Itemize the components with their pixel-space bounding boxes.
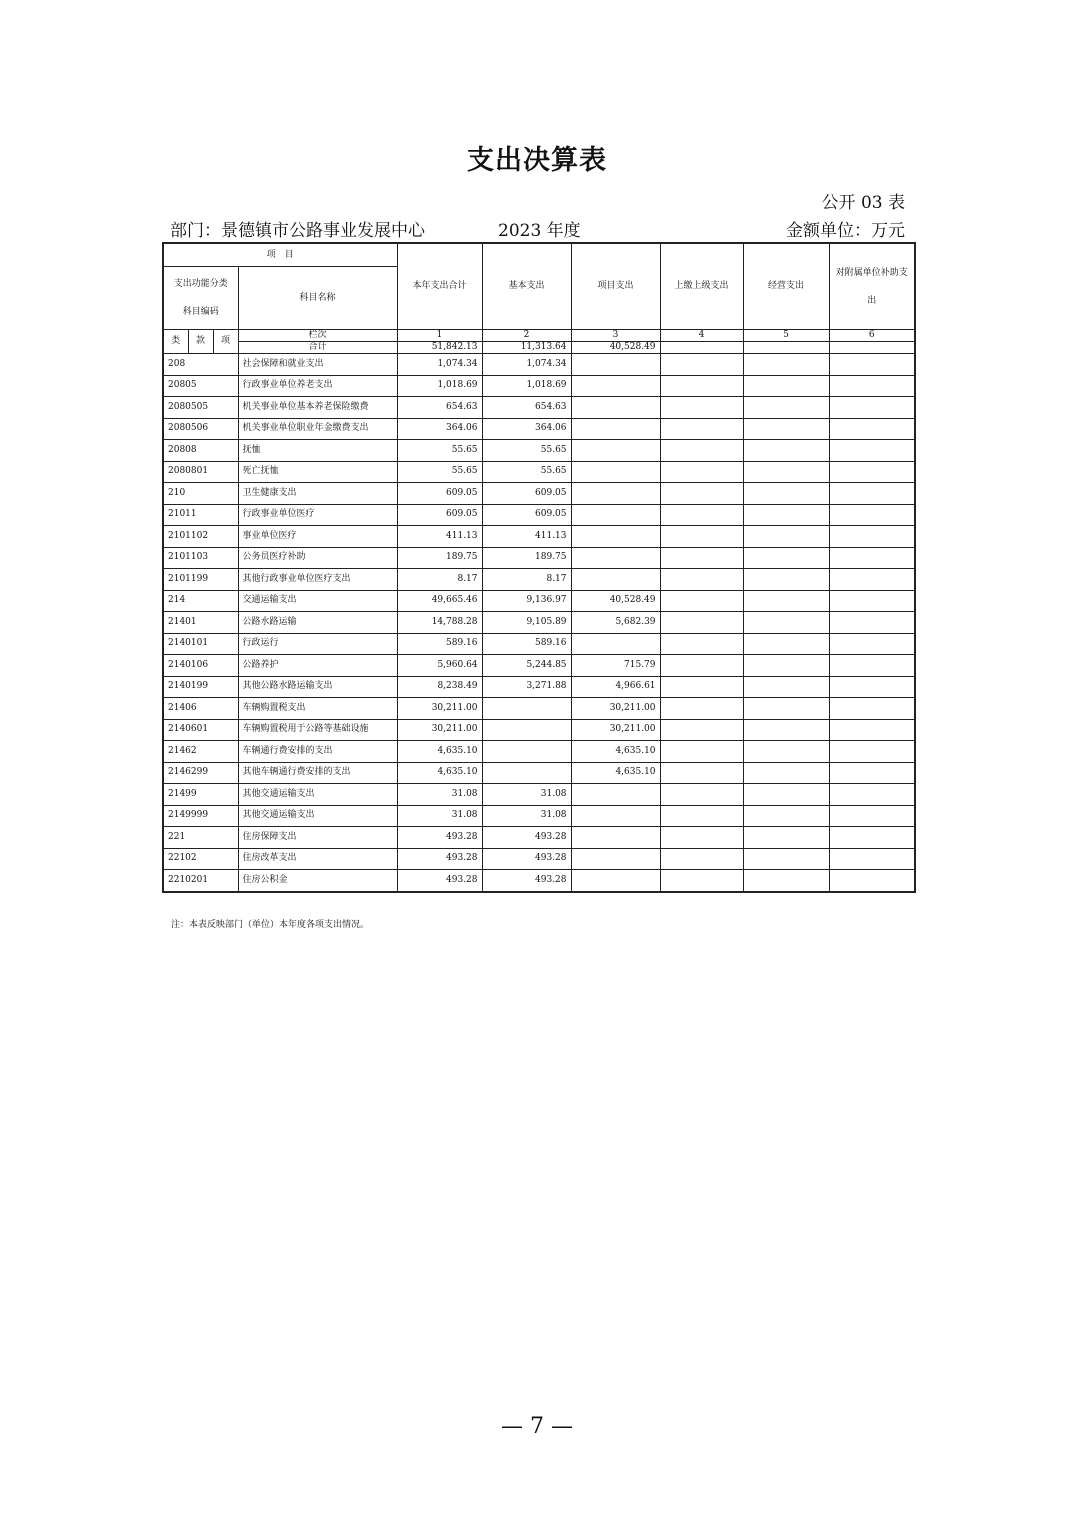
table-row — [163, 741, 915, 763]
table-row — [163, 440, 915, 462]
row-value-col-1: 364.06 — [397, 418, 482, 440]
row-value-col-6 — [829, 526, 915, 548]
row-value-col-3 — [571, 784, 660, 806]
row-code: 21499 — [163, 784, 238, 806]
row-value-col-5 — [743, 590, 829, 612]
row-value-col-6 — [829, 805, 915, 827]
row-code: 2140106 — [163, 655, 238, 677]
row-name: 住房保障支出 — [238, 827, 397, 849]
table-row — [163, 397, 915, 419]
form-number: 公开 03 表 — [821, 193, 905, 213]
row-value-col-4 — [660, 719, 743, 741]
row-code: 2149999 — [163, 805, 238, 827]
row-value-col-4 — [660, 870, 743, 892]
row-value-col-2: 8.17 — [482, 569, 571, 591]
row-code: 21011 — [163, 504, 238, 526]
row-value-col-1: 1,074.34 — [397, 354, 482, 376]
header-lanci: 栏次 — [238, 330, 397, 342]
row-value-col-4 — [660, 784, 743, 806]
row-value-col-2: 589.16 — [482, 633, 571, 655]
row-name: 抚恤 — [238, 440, 397, 462]
row-value-col-3 — [571, 397, 660, 419]
row-value-col-3 — [571, 483, 660, 505]
row-name: 其他车辆通行费安排的支出 — [238, 762, 397, 784]
table-row — [163, 676, 915, 698]
row-value-col-5 — [743, 655, 829, 677]
row-value-col-5 — [743, 418, 829, 440]
row-value-col-6 — [829, 741, 915, 763]
row-name: 其他交通运输支出 — [238, 805, 397, 827]
row-value-col-2: 493.28 — [482, 848, 571, 870]
row-value-col-5 — [743, 461, 829, 483]
row-value-col-5 — [743, 547, 829, 569]
header-code-group: 支出功能分类 科目编码 — [163, 267, 238, 330]
row-value-col-5 — [743, 375, 829, 397]
row-value-col-1: 30,211.00 — [397, 719, 482, 741]
row-value-col-4 — [660, 504, 743, 526]
row-code: 22102 — [163, 848, 238, 870]
row-code: 2101102 — [163, 526, 238, 548]
row-value-col-1: 4,635.10 — [397, 741, 482, 763]
header-col-2: 基本支出 — [482, 243, 571, 330]
row-name: 住房改革支出 — [238, 848, 397, 870]
row-value-col-2: 609.05 — [482, 504, 571, 526]
row-value-col-3 — [571, 504, 660, 526]
header-col-1: 本年支出合计 — [397, 243, 482, 330]
row-value-col-3: 30,211.00 — [571, 698, 660, 720]
row-value-col-5 — [743, 741, 829, 763]
row-value-col-1: 609.05 — [397, 504, 482, 526]
row-value-col-3: 4,966.61 — [571, 676, 660, 698]
row-value-col-1: 1,018.69 — [397, 375, 482, 397]
row-value-col-1: 55.65 — [397, 461, 482, 483]
row-value-col-1: 493.28 — [397, 848, 482, 870]
row-code: 21401 — [163, 612, 238, 634]
row-value-col-3 — [571, 354, 660, 376]
row-name: 行政事业单位养老支出 — [238, 375, 397, 397]
row-code: 2080801 — [163, 461, 238, 483]
header-col-6: 对附属单位补助支出 — [829, 243, 915, 330]
row-value-col-1: 493.28 — [397, 870, 482, 892]
row-value-col-6 — [829, 397, 915, 419]
row-value-col-6 — [829, 483, 915, 505]
row-code: 21462 — [163, 741, 238, 763]
total-cell: 11,313.64 — [482, 342, 571, 354]
row-code: 2140199 — [163, 676, 238, 698]
total-cell — [743, 342, 829, 354]
table-row — [163, 633, 915, 655]
row-value-col-6 — [829, 354, 915, 376]
row-value-col-5 — [743, 440, 829, 462]
row-name: 公路水路运输 — [238, 612, 397, 634]
row-value-col-1: 654.63 — [397, 397, 482, 419]
row-name: 车辆通行费安排的支出 — [238, 741, 397, 763]
row-value-col-1: 55.65 — [397, 440, 482, 462]
total-row — [163, 342, 915, 354]
row-name: 车辆购置税用于公路等基础设施 — [238, 719, 397, 741]
row-name: 事业单位医疗 — [238, 526, 397, 548]
row-value-col-5 — [743, 354, 829, 376]
col-num-2: 2 — [482, 330, 571, 342]
table-row — [163, 375, 915, 397]
row-value-col-5 — [743, 762, 829, 784]
row-value-col-2: 55.65 — [482, 461, 571, 483]
row-value-col-2 — [482, 698, 571, 720]
row-value-col-5 — [743, 504, 829, 526]
row-name: 机关事业单位职业年金缴费支出 — [238, 418, 397, 440]
row-value-col-5 — [743, 870, 829, 892]
total-cell: 40,528.49 — [571, 342, 660, 354]
row-value-col-6 — [829, 762, 915, 784]
row-value-col-6 — [829, 461, 915, 483]
row-value-col-5 — [743, 827, 829, 849]
row-value-col-4 — [660, 827, 743, 849]
row-value-col-4 — [660, 655, 743, 677]
row-name: 交通运输支出 — [238, 590, 397, 612]
row-value-col-1: 8.17 — [397, 569, 482, 591]
row-value-col-2: 189.75 — [482, 547, 571, 569]
row-value-col-4 — [660, 805, 743, 827]
col-num-1: 1 — [397, 330, 482, 342]
row-value-col-5 — [743, 612, 829, 634]
row-code: 210 — [163, 483, 238, 505]
row-value-col-4 — [660, 569, 743, 591]
row-value-col-5 — [743, 526, 829, 548]
row-value-col-3: 40,528.49 — [571, 590, 660, 612]
row-value-col-4 — [660, 612, 743, 634]
row-code: 2101103 — [163, 547, 238, 569]
row-name: 车辆购置税支出 — [238, 698, 397, 720]
col-num-4: 4 — [660, 330, 743, 342]
row-value-col-5 — [743, 848, 829, 870]
row-name: 其他交通运输支出 — [238, 784, 397, 806]
table-row — [163, 418, 915, 440]
table-row — [163, 655, 915, 677]
row-value-col-4 — [660, 633, 743, 655]
row-code: 2146299 — [163, 762, 238, 784]
row-value-col-3 — [571, 526, 660, 548]
header-col-4: 上缴上级支出 — [660, 243, 743, 330]
row-code: 2080505 — [163, 397, 238, 419]
row-value-col-3: 5,682.39 — [571, 612, 660, 634]
table-note: 注：本表反映部门（单位）本年度各项支出情况。 — [171, 920, 370, 930]
row-value-col-2: 31.08 — [482, 784, 571, 806]
table-row — [163, 762, 915, 784]
table-row — [163, 848, 915, 870]
row-value-col-1: 49,665.46 — [397, 590, 482, 612]
row-name: 公务员医疗补助 — [238, 547, 397, 569]
table-row — [163, 827, 915, 849]
table-row — [163, 526, 915, 548]
row-value-col-1: 31.08 — [397, 784, 482, 806]
row-value-col-6 — [829, 870, 915, 892]
row-value-col-1: 5,960.64 — [397, 655, 482, 677]
row-value-col-2: 31.08 — [482, 805, 571, 827]
row-value-col-1: 411.13 — [397, 526, 482, 548]
row-value-col-1: 609.05 — [397, 483, 482, 505]
row-name: 住房公积金 — [238, 870, 397, 892]
row-name: 行政事业单位医疗 — [238, 504, 397, 526]
col-num-3: 3 — [571, 330, 660, 342]
row-code: 2140101 — [163, 633, 238, 655]
row-value-col-1: 4,635.10 — [397, 762, 482, 784]
row-value-col-4 — [660, 762, 743, 784]
table-row — [163, 698, 915, 720]
row-value-col-4 — [660, 354, 743, 376]
row-value-col-2: 493.28 — [482, 827, 571, 849]
table-row — [163, 784, 915, 806]
row-value-col-4 — [660, 698, 743, 720]
row-name: 行政运行 — [238, 633, 397, 655]
total-cell — [660, 342, 743, 354]
row-value-col-4 — [660, 375, 743, 397]
total-cell: 51,842.13 — [397, 342, 482, 354]
table-row — [163, 483, 915, 505]
row-value-col-2: 1,074.34 — [482, 354, 571, 376]
row-value-col-6 — [829, 719, 915, 741]
table-row — [163, 461, 915, 483]
row-value-col-5 — [743, 676, 829, 698]
row-code: 2210201 — [163, 870, 238, 892]
row-value-col-1: 189.75 — [397, 547, 482, 569]
row-value-col-6 — [829, 698, 915, 720]
header-kuan: 款 — [188, 330, 213, 354]
col-num-5: 5 — [743, 330, 829, 342]
row-value-col-2: 55.65 — [482, 440, 571, 462]
row-value-col-6 — [829, 676, 915, 698]
page-number: — 7 — — [501, 1414, 573, 1439]
row-code: 221 — [163, 827, 238, 849]
row-value-col-1: 30,211.00 — [397, 698, 482, 720]
row-value-col-4 — [660, 440, 743, 462]
row-value-col-6 — [829, 375, 915, 397]
row-value-col-4 — [660, 483, 743, 505]
row-value-col-3: 4,635.10 — [571, 741, 660, 763]
table-row — [163, 612, 915, 634]
header-xiang: 项 — [213, 330, 238, 354]
amount-unit: 金额单位：万元 — [786, 221, 905, 241]
total-label: 合计 — [238, 342, 397, 354]
row-name: 社会保障和就业支出 — [238, 354, 397, 376]
row-value-col-6 — [829, 504, 915, 526]
department-label: 部门：景德镇市公路事业发展中心 — [170, 221, 425, 241]
row-value-col-6 — [829, 848, 915, 870]
row-value-col-2: 493.28 — [482, 870, 571, 892]
row-name: 死亡抚恤 — [238, 461, 397, 483]
page-title: 支出决算表 — [467, 145, 607, 176]
table-row — [163, 354, 915, 376]
row-value-col-2 — [482, 741, 571, 763]
row-value-col-4 — [660, 547, 743, 569]
header-lei: 类 — [163, 330, 188, 354]
row-value-col-5 — [743, 698, 829, 720]
row-value-col-6 — [829, 655, 915, 677]
header-project: 项 目 — [163, 243, 397, 267]
row-value-col-4 — [660, 526, 743, 548]
row-value-col-3 — [571, 461, 660, 483]
table-row — [163, 547, 915, 569]
row-name: 公路养护 — [238, 655, 397, 677]
row-name: 机关事业单位基本养老保险缴费 — [238, 397, 397, 419]
row-value-col-2: 9,105.89 — [482, 612, 571, 634]
row-value-col-4 — [660, 397, 743, 419]
fiscal-year: 2023 年度 — [498, 221, 581, 241]
row-value-col-3 — [571, 870, 660, 892]
row-value-col-5 — [743, 784, 829, 806]
row-value-col-1: 8,238.49 — [397, 676, 482, 698]
row-value-col-2: 654.63 — [482, 397, 571, 419]
row-value-col-6 — [829, 633, 915, 655]
row-value-col-6 — [829, 827, 915, 849]
row-code: 21406 — [163, 698, 238, 720]
row-value-col-4 — [660, 590, 743, 612]
row-value-col-5 — [743, 805, 829, 827]
row-code: 2080506 — [163, 418, 238, 440]
row-value-col-4 — [660, 461, 743, 483]
row-value-col-6 — [829, 440, 915, 462]
header-col-3: 项目支出 — [571, 243, 660, 330]
total-cell — [829, 342, 915, 354]
row-value-col-2: 364.06 — [482, 418, 571, 440]
row-value-col-6 — [829, 612, 915, 634]
table-row — [163, 569, 915, 591]
row-value-col-5 — [743, 719, 829, 741]
row-value-col-4 — [660, 848, 743, 870]
row-value-col-3 — [571, 547, 660, 569]
row-value-col-1: 589.16 — [397, 633, 482, 655]
row-value-col-2: 3,271.88 — [482, 676, 571, 698]
row-value-col-5 — [743, 633, 829, 655]
row-value-col-2 — [482, 719, 571, 741]
row-name: 卫生健康支出 — [238, 483, 397, 505]
table-row — [163, 805, 915, 827]
row-value-col-5 — [743, 397, 829, 419]
row-value-col-2: 1,018.69 — [482, 375, 571, 397]
row-value-col-6 — [829, 418, 915, 440]
row-code: 2140601 — [163, 719, 238, 741]
row-value-col-3: 4,635.10 — [571, 762, 660, 784]
row-value-col-2: 609.05 — [482, 483, 571, 505]
row-value-col-6 — [829, 547, 915, 569]
row-value-col-2: 9,136.97 — [482, 590, 571, 612]
table-row — [163, 590, 915, 612]
row-value-col-6 — [829, 569, 915, 591]
table-row — [163, 870, 915, 892]
row-value-col-3 — [571, 633, 660, 655]
row-value-col-1: 31.08 — [397, 805, 482, 827]
row-code: 208 — [163, 354, 238, 376]
row-value-col-4 — [660, 676, 743, 698]
row-value-col-2 — [482, 762, 571, 784]
row-value-col-2: 411.13 — [482, 526, 571, 548]
row-value-col-4 — [660, 741, 743, 763]
row-value-col-3 — [571, 440, 660, 462]
row-value-col-2: 5,244.85 — [482, 655, 571, 677]
row-code: 20808 — [163, 440, 238, 462]
row-value-col-3: 30,211.00 — [571, 719, 660, 741]
header-name: 科目名称 — [238, 267, 397, 330]
table-row — [163, 504, 915, 526]
row-value-col-3: 715.79 — [571, 655, 660, 677]
row-name: 其他行政事业单位医疗支出 — [238, 569, 397, 591]
row-code: 20805 — [163, 375, 238, 397]
row-value-col-3 — [571, 418, 660, 440]
row-value-col-5 — [743, 483, 829, 505]
row-value-col-5 — [743, 569, 829, 591]
row-value-col-1: 14,788.28 — [397, 612, 482, 634]
row-value-col-6 — [829, 784, 915, 806]
expenditure-table — [162, 242, 916, 893]
row-code: 214 — [163, 590, 238, 612]
row-value-col-3 — [571, 848, 660, 870]
row-value-col-3 — [571, 569, 660, 591]
table-row — [163, 719, 915, 741]
col-num-6: 6 — [829, 330, 915, 342]
row-value-col-6 — [829, 590, 915, 612]
row-value-col-3 — [571, 827, 660, 849]
header-col-5: 经营支出 — [743, 243, 829, 330]
row-value-col-3 — [571, 805, 660, 827]
row-value-col-1: 493.28 — [397, 827, 482, 849]
row-value-col-3 — [571, 375, 660, 397]
row-name: 其他公路水路运输支出 — [238, 676, 397, 698]
row-value-col-4 — [660, 418, 743, 440]
row-code: 2101199 — [163, 569, 238, 591]
